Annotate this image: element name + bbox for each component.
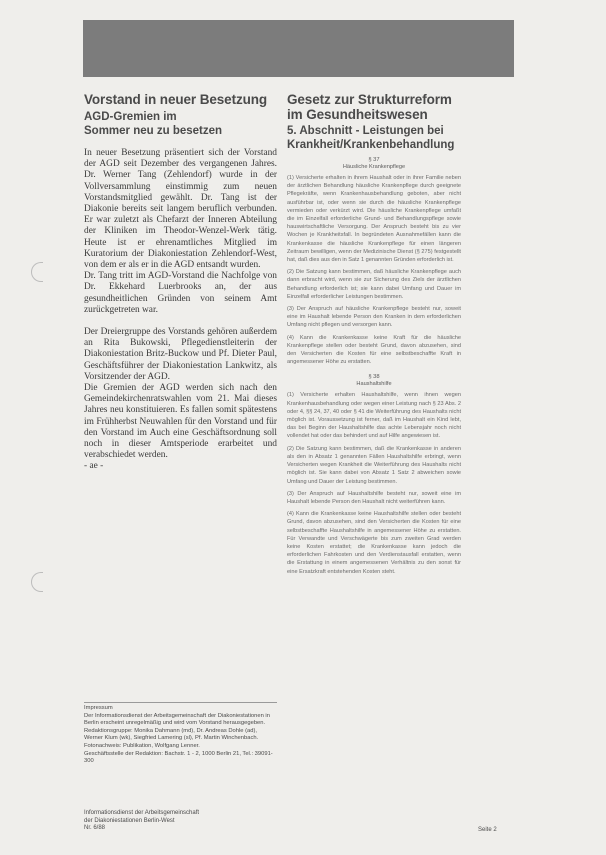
- footer-publication: [84, 810, 344, 833]
- left-article-title: Vorstand in neuer Besetzung: [84, 92, 268, 107]
- section-title: Häusliche Krankenpflege: [342, 164, 406, 170]
- footer-line: Informationsdienst der Arbeitsgemeinschaft: [84, 810, 200, 816]
- punch-hole-mark: [31, 572, 43, 592]
- section-title: Haushaltshilfe: [356, 381, 392, 388]
- footer-line: der Diakoniestationen Berlin-West: [84, 817, 175, 824]
- right-article-title: Gesetz zur Strukturreform: [287, 92, 452, 107]
- right-article-subtitle: Krankheit/Krankenbehandlung: [287, 139, 455, 151]
- article-paragraph: Der Dreiergruppe des Vorstands gehören außerdem an Rita Bukowski, Pflegedienstleiterin der Diakoniestation Britz-Buckow und Pf. Dieter Paul, Geschäftsführer der Diakoniestation Lankwitz, als Vorsitzender der AGD.: [84, 327, 277, 382]
- law-paragraph: (3) Der Anspruch auf Haushaltshilfe besteht nur, soweit eine im Haushalt lebende Person den Haushalt nicht weiterführen kann.: [287, 490, 461, 505]
- left-article-subtitle: AGD-Gremien im: [84, 111, 177, 123]
- punch-hole-mark: [31, 262, 43, 282]
- impressum: [84, 705, 277, 766]
- impressum-text: Redaktionsgruppe: Monika Dahmann (md), Dr. Andreas Dohle (ad), Werner Klum (wk), Siegfried Lamering (sl), Pf. Martin Winchenbach. Fotonachweis: Publikation, Wolfgang Lenner.: [84, 727, 259, 749]
- footer-issue: Nr. 6/88: [84, 825, 106, 832]
- section-number: § 37: [368, 157, 380, 163]
- law-paragraph: (4) Kann die Krankenkasse keine Haushaltshilfe stellen oder besteht Grund, davon abzusehen, sind den Versicherten die Kosten für eine selbstbeschaffte Haushaltshilfe in angemessener Höhe zu erstatten. Für Verwandte und Verschwägerte bis zum zweiten Grad werden keine Kosten erstattet; die Krankenkasse kann jedoch die erforderlichen Fahrkosten und den Verdienstausfall erstatten, wenn die Erstattung in einem angemessenen Verhältnis zu den sonst für eine Ersatzkraft entstehenden Kosten steht.: [287, 511, 461, 575]
- impressum-text: Geschäftsstelle der Redaktion: Bachstr. 1 - 2, 1000 Berlin 21, Tel.: 39091-300: [84, 750, 273, 765]
- section-number: § 38: [368, 374, 380, 381]
- article-paragraph: Die Gremien der AGD werden sich nach den Gemeindekirchenratswahlen vom 21. Mai dieses Jahres neu konstituieren. Es fallen somit spätestens im Frühherbst Neuwahlen für den Vorstand und für den Vorstand im Auch eine Geschäftsordnung soll noch in dieser Amtsperiode erarbeitet und verabschiedet werden.: [84, 383, 277, 461]
- left-article: [84, 92, 277, 473]
- page-number-label: Seite 2: [478, 827, 497, 833]
- right-article-subtitle: 5. Abschnitt - Leistungen bei: [287, 125, 444, 137]
- page-number: [478, 827, 518, 835]
- impressum-divider: [84, 702, 277, 703]
- author-signature: - ae -: [84, 461, 104, 472]
- left-article-subtitle: Sommer neu zu besetzen: [84, 125, 223, 137]
- law-paragraph: (4) Kann die Krankenkasse keine Kraft für die häusliche Krankenpflege stellen oder besteht Grund, davon abzusehen, sind den Versicherten die Kosten für eine selbstbeschaffte Kraft in angemessener Höhe zu erstatten.: [287, 334, 461, 366]
- law-paragraph: (1) Versicherte erhalten in ihrem Haushalt oder in ihrer Familie neben der ärztlichen Behandlung häusliche Krankenpflege durch geeignete Pflegekräfte, wenn Krankenhausbehandlung geboten, aber nicht ausführbar ist, oder wenn sie durch die häusliche Krankenpflege vermieden oder verkürzt wird. Die häusliche Krankenpflege umfaßt die im Einzelfall erforderliche Grund- und Behandlungspflege sowie hauswirtschaftliche Versorgung. Der Anspruch besteht bis zu vier Wochen je Krankheitsfall. In begründeten Ausnahmefällen kann die Krankenkasse die häusliche Krankenpflege für einen längeren Zeitraum bewilligen, wenn der Medizinische Dienst (§ 275) festgestellt hat, daß dies aus den in Satz 1 genannten Gründen erforderlich ist.: [287, 175, 461, 264]
- impressum-heading: Impressum: [84, 705, 113, 711]
- right-article: [287, 92, 461, 576]
- law-paragraph: (1) Versicherte erhalten Haushaltshilfe, wenn ihnen wegen Krankenhausbehandlung oder wegen einer Leistung nach § 23 Abs. 2 oder 4, §§ 24, 37, 40 oder § 41 die Weiterführung des Haushalts nicht möglich ist. Voraussetzung ist ferner, daß im Haushalt ein Kind lebt, das bei Beginn der Haushaltshilfe das achte Lebensjahr noch nicht vollendet hat oder das behindert und auf Hilfe angewiesen ist.: [287, 392, 461, 440]
- header-bar: [83, 20, 514, 77]
- impressum-text: Der Informationsdienst der Arbeitsgemeinschaft der Diakoniestationen in Berlin erscheint unregelmäßig und wird vom Vorstand herausgegeben.: [84, 712, 270, 727]
- law-paragraph: (3) Der Anspruch auf häusliche Krankenpflege besteht nur, soweit eine im Haushalt lebende Person den Kranken in dem erforderlichen Umfang nicht pflegen und versorgen kann.: [287, 306, 461, 329]
- right-article-title: im Gesundheitswesen: [287, 107, 428, 122]
- law-paragraph: (2) Die Satzung kann bestimmen, daß häusliche Krankenpflege auch dann erbracht wird, wenn sie zur Sicherung des Ziels der ärztlichen Behandlung erforderlich ist; sie kann dabei Umfang und Dauer im Einzelfall erforderlicher Leistungen bestimmen.: [287, 269, 461, 300]
- article-paragraph: Dr. Tang tritt im AGD-Vorstand die Nachfolge von Dr. Ekkehard Luerbrooks an, der aus gesundheitlichen Gründen von seinem Amt zurückgetreten war.: [84, 271, 277, 315]
- article-paragraph: In neuer Besetzung präsentiert sich der Vorstand der AGD seit Dezember des vergangenen Jahres. Dr. Werner Tang (Zehlendorf) wurde in der Vollversammlung einstimmig zum neuen Vorstandsmitglied gewählt. Dr. Tang ist der Diakonie bereits seit langem beruflich verbunden. Er war zuletzt als Chefarzt der Inneren Abteilung der Kliniken im Theodor-Wenzel-Werk tätig. Heute ist er ehrenamtliches Mitglied im Kuratorium der Diakoniestation Zehlendorf-West, von dem er als er in die AGD entsandt wurden.: [84, 148, 277, 271]
- law-paragraph: (2) Die Satzung kann bestimmen, daß die Krankenkasse in anderen als den in Absatz 1 genannten Fällen Haushaltshilfe erbringt, wenn Versicherten wegen Krankheit die Weiterführung des Haushalts nicht möglich ist. Sie kann dabei von Absatz 1 Satz 2 abweichen sowie Umfang und Dauer der Leistung bestimmen.: [287, 445, 461, 485]
